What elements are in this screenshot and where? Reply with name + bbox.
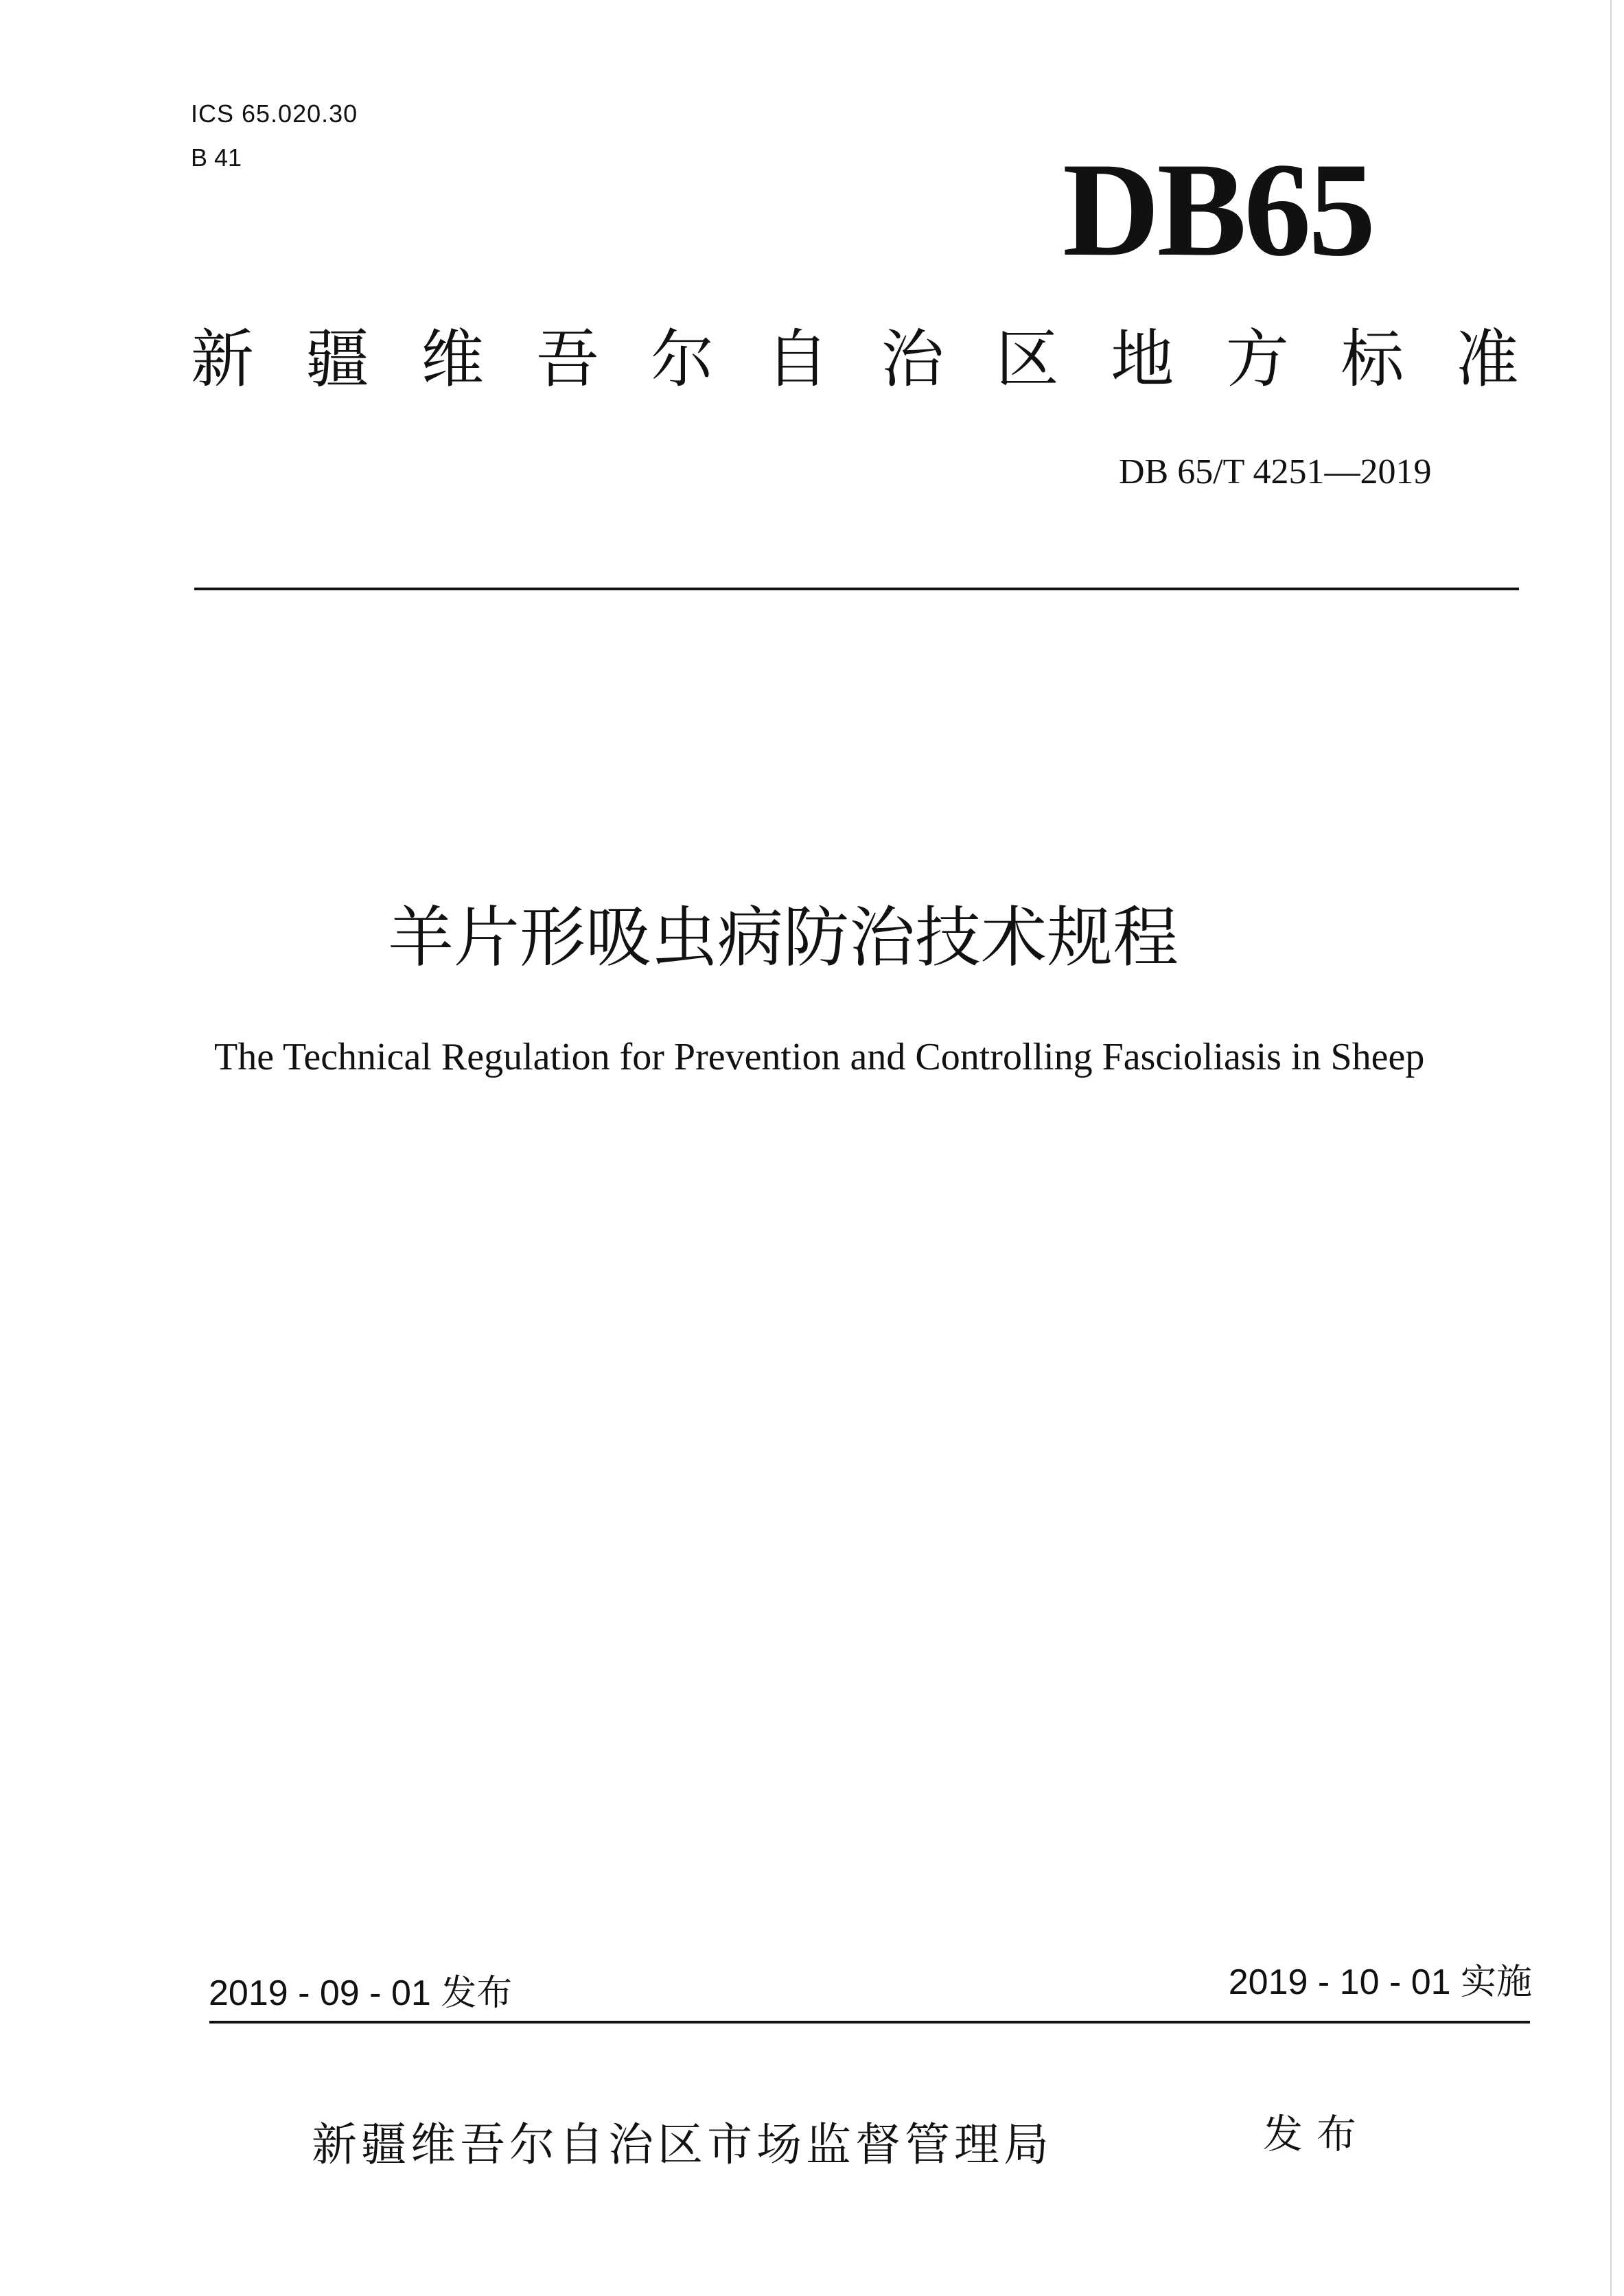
issue-label: 发布 bbox=[1263, 2111, 1371, 2157]
standard-type-char: 维 bbox=[421, 323, 485, 396]
standard-type-char: 自 bbox=[765, 323, 829, 396]
standard-type-char: 治 bbox=[881, 323, 944, 396]
issuing-authority: 新疆维吾尔自治区市场监督管理局 bbox=[312, 2118, 1053, 2171]
header-divider bbox=[194, 588, 1519, 590]
footer-divider bbox=[209, 2021, 1530, 2024]
standard-type-char: 吾 bbox=[535, 323, 599, 396]
scan-edge-line bbox=[1610, 0, 1612, 2296]
standard-type-char: 新 bbox=[191, 323, 255, 396]
standard-logo: DB65 bbox=[1063, 135, 1373, 284]
implementation-date: 2019 - 10 - 01 实施 bbox=[1228, 1962, 1532, 2002]
standard-type-char: 地 bbox=[1111, 323, 1174, 396]
standard-type-char: 疆 bbox=[305, 323, 369, 396]
document-title-chinese: 羊片形吸虫病防治技术规程 bbox=[388, 899, 1179, 976]
standard-type-char: 准 bbox=[1455, 323, 1519, 396]
standard-type-char: 标 bbox=[1341, 323, 1404, 396]
standard-type-char: 方 bbox=[1225, 323, 1289, 396]
classification-code: B 41 bbox=[191, 143, 242, 172]
ics-code: ICS 65.020.30 bbox=[191, 100, 358, 128]
standard-number: DB 65/T 4251—2019 bbox=[1119, 452, 1432, 491]
standard-type-char: 区 bbox=[995, 323, 1059, 396]
document-title-english: The Technical Regulation for Prevention and Controlling Fascioliasis in Sheep bbox=[214, 1036, 1425, 1078]
standard-type bbox=[191, 323, 1519, 396]
publish-date: 2019 - 09 - 01 发布 bbox=[209, 1973, 513, 2013]
standard-type-char: 尔 bbox=[651, 323, 715, 396]
